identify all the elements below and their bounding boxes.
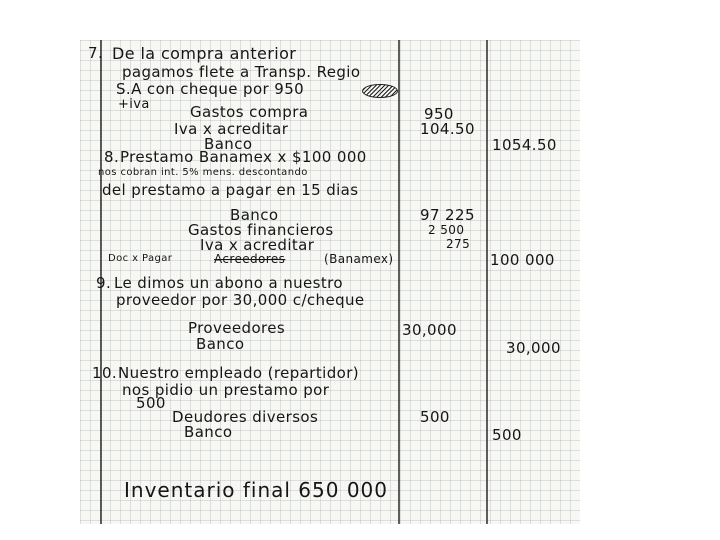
entry-7-number: 7. <box>88 44 104 62</box>
credit-column-rule <box>486 40 488 524</box>
entry-10-account: Deudores diversos <box>172 408 319 426</box>
entry-7-desc-line: pagamos flete a Transp. Regio <box>122 63 361 81</box>
entry-8-desc-line: Prestamo Banamex x $100 000 <box>120 148 367 166</box>
entry-9-credit: 30,000 <box>506 339 561 357</box>
entry-8-credit: 100 000 <box>490 251 555 269</box>
entry-10-desc-line: nos pidio un prestamo por <box>122 381 330 399</box>
entry-10-desc-line: Nuestro empleado (repartidor) <box>118 364 360 382</box>
entry-10-number: 10. <box>92 364 118 382</box>
entry-8-account: (Banamex) <box>324 252 394 266</box>
entry-9-desc-line: Le dimos un abono a nuestro <box>114 274 343 292</box>
entry-10-account: Banco <box>184 423 233 441</box>
entry-7-account: Banco <box>204 135 253 153</box>
entry-8-debit: 2 500 <box>428 223 465 237</box>
entry-9-number: 9. <box>96 274 112 292</box>
entry-9-account: Proveedores <box>188 319 286 337</box>
entry-7-credit: 1054.50 <box>492 136 557 154</box>
entry-7-debit: 950 <box>424 105 454 123</box>
entry-10-debit: 500 <box>420 408 450 426</box>
entry-8-debit: 97 225 <box>420 206 475 224</box>
entry-10-desc-line: 500 <box>136 394 166 412</box>
final-inventory-note: Inventario final 650 000 <box>124 478 389 502</box>
entry-8-account: Banco <box>230 206 279 224</box>
entry-8-account: Acreedores <box>214 252 286 266</box>
entry-7-account: Gastos compra <box>190 103 309 121</box>
entry-8-desc-line: del prestamo a pagar en 15 dias <box>102 181 359 199</box>
entry-8-number: 8. <box>104 148 120 166</box>
entry-8-account: Iva x acreditar <box>200 236 315 254</box>
scribble-mark <box>362 84 398 98</box>
entry-9-debit: 30,000 <box>402 321 457 339</box>
entry-10-credit: 500 <box>492 426 522 444</box>
entry-9-desc-line: proveedor por 30,000 c/cheque <box>116 291 365 309</box>
entry-7-desc-line: S.A con cheque por 950 <box>116 80 305 98</box>
entry-8-debit: 275 <box>446 237 471 251</box>
entry-9-account: Banco <box>196 335 245 353</box>
entry-7-debit: 104.50 <box>420 120 475 138</box>
notebook-page <box>80 40 580 524</box>
entry-7-desc-line: De la compra anterior <box>112 44 297 63</box>
entry-8-account: Doc x Pagar <box>108 253 173 264</box>
debit-column-rule <box>398 40 400 524</box>
entry-8-desc-line: nos cobran int. 5% mens. descontando <box>98 167 308 178</box>
entry-7-desc-line: +iva <box>118 97 150 112</box>
entry-8-account: Gastos financieros <box>188 221 334 239</box>
entry-7-account: Iva x acreditar <box>174 120 289 138</box>
